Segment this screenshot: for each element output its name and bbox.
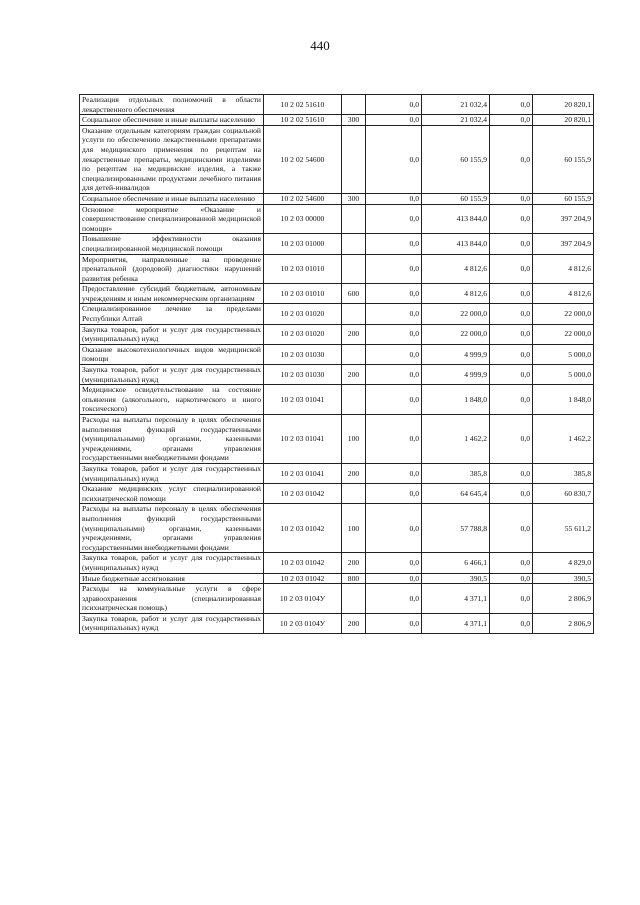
table-row — [80, 463, 594, 483]
row-description: Социальное обеспечение и иные выплаты населению — [80, 115, 264, 126]
row-amount-4: 385,8 — [533, 463, 594, 483]
row-amount-2: 6 466,1 — [422, 553, 490, 573]
row-description: Медицинское освидетельствование на состояние опьянения (алкогольного, наркотического и иного токсического) — [80, 385, 264, 415]
row-code: 10 2 03 01020 — [264, 324, 342, 344]
row-description: Закупка товаров, работ и услуг для государственных (муниципальных) нужд — [80, 365, 264, 385]
row-expense-type — [342, 234, 366, 254]
row-amount-1: 0,0 — [366, 613, 422, 633]
row-amount-3: 0,0 — [490, 553, 533, 573]
row-amount-2: 413 844,0 — [422, 204, 490, 234]
row-expense-type — [342, 125, 366, 193]
row-amount-4: 22 000,0 — [533, 304, 594, 324]
row-description: Специализированное лечение за пределами Республики Алтай — [80, 304, 264, 324]
row-description: Расходы на выплаты персоналу в целях обеспечения выполнения функций государственными (муниципальными) органами, казенными учреждениями, органами управления государственными внебюджетными фондами — [80, 415, 264, 464]
row-expense-type — [342, 95, 366, 115]
row-amount-4: 5 000,0 — [533, 344, 594, 364]
row-description: Закупка товаров, работ и услуг для государственных (муниципальных) нужд — [80, 613, 264, 633]
row-amount-3: 0,0 — [490, 504, 533, 553]
row-amount-2: 22 000,0 — [422, 324, 490, 344]
row-amount-4: 4 829,0 — [533, 553, 594, 573]
row-amount-1: 0,0 — [366, 95, 422, 115]
row-expense-type: 200 — [342, 324, 366, 344]
row-description: Закупка товаров, работ и услуг для государственных (муниципальных) нужд — [80, 463, 264, 483]
row-expense-type — [342, 385, 366, 415]
row-amount-2: 4 371,1 — [422, 613, 490, 633]
row-amount-2: 57 788,8 — [422, 504, 490, 553]
table-row — [80, 573, 594, 584]
row-amount-1: 0,0 — [366, 324, 422, 344]
row-code: 10 2 03 01041 — [264, 385, 342, 415]
table-row — [80, 613, 594, 633]
row-amount-2: 4 999,9 — [422, 344, 490, 364]
row-amount-2: 60 155,9 — [422, 193, 490, 204]
row-amount-3: 0,0 — [490, 324, 533, 344]
row-code: 10 2 03 00000 — [264, 204, 342, 234]
row-amount-3: 0,0 — [490, 584, 533, 614]
row-expense-type: 100 — [342, 504, 366, 553]
row-expense-type: 800 — [342, 573, 366, 584]
row-amount-2: 4 371,1 — [422, 584, 490, 614]
row-expense-type: 200 — [342, 365, 366, 385]
row-amount-2: 60 155,9 — [422, 125, 490, 193]
row-description: Оказание медицинских услуг специализированной психиатрической помощи — [80, 484, 264, 504]
row-code: 10 2 03 01000 — [264, 234, 342, 254]
row-description: Реализация отдельных полномочий в области лекарственного обеспечения — [80, 95, 264, 115]
row-description: Оказание высокотехнологичных видов медицинской помощи — [80, 344, 264, 364]
row-amount-1: 0,0 — [366, 463, 422, 483]
row-amount-4: 60 155,9 — [533, 193, 594, 204]
budget-table-body — [80, 95, 594, 634]
row-amount-3: 0,0 — [490, 284, 533, 304]
page-number: 440 — [310, 38, 330, 53]
table-row — [80, 304, 594, 324]
row-code: 10 2 02 51610 — [264, 95, 342, 115]
row-code: 10 2 03 01030 — [264, 344, 342, 364]
row-amount-3: 0,0 — [490, 95, 533, 115]
row-amount-4: 20 820,1 — [533, 115, 594, 126]
row-amount-1: 0,0 — [366, 504, 422, 553]
row-expense-type — [342, 204, 366, 234]
row-code: 10 2 03 01042 — [264, 553, 342, 573]
row-amount-2: 21 032,4 — [422, 115, 490, 126]
budget-table — [79, 94, 594, 634]
row-amount-3: 0,0 — [490, 125, 533, 193]
table-row — [80, 254, 594, 284]
row-amount-2: 22 000,0 — [422, 304, 490, 324]
row-amount-1: 0,0 — [366, 254, 422, 284]
row-amount-2: 4 812,6 — [422, 284, 490, 304]
row-code: 10 2 03 01041 — [264, 415, 342, 464]
row-code: 10 2 03 01020 — [264, 304, 342, 324]
row-amount-4: 2 806,9 — [533, 584, 594, 614]
row-amount-3: 0,0 — [490, 193, 533, 204]
row-description: Расходы на коммунальные услуги в сфере здравоохранения (специализированная психиатрическая помощь) — [80, 584, 264, 614]
table-row — [80, 553, 594, 573]
row-amount-2: 1 848,0 — [422, 385, 490, 415]
row-amount-4: 60 155,9 — [533, 125, 594, 193]
table-row — [80, 504, 594, 553]
table-row — [80, 324, 594, 344]
table-row — [80, 484, 594, 504]
row-amount-2: 390,5 — [422, 573, 490, 584]
row-expense-type: 300 — [342, 193, 366, 204]
row-code: 10 2 02 54600 — [264, 125, 342, 193]
row-amount-3: 0,0 — [490, 234, 533, 254]
row-amount-2: 64 645,4 — [422, 484, 490, 504]
row-code: 10 2 02 54600 — [264, 193, 342, 204]
row-code: 10 2 03 01010 — [264, 254, 342, 284]
row-code: 10 2 03 01010 — [264, 284, 342, 304]
row-amount-4: 4 812,6 — [533, 254, 594, 284]
row-amount-1: 0,0 — [366, 365, 422, 385]
row-expense-type — [342, 344, 366, 364]
row-amount-1: 0,0 — [366, 234, 422, 254]
row-code: 10 2 03 0104У — [264, 584, 342, 614]
table-row — [80, 284, 594, 304]
row-amount-3: 0,0 — [490, 344, 533, 364]
row-expense-type — [342, 254, 366, 284]
row-amount-4: 1 848,0 — [533, 385, 594, 415]
row-amount-3: 0,0 — [490, 415, 533, 464]
table-row — [80, 584, 594, 614]
row-amount-4: 20 820,1 — [533, 95, 594, 115]
row-amount-1: 0,0 — [366, 385, 422, 415]
row-description: Иные бюджетные ассигнования — [80, 573, 264, 584]
row-amount-3: 0,0 — [490, 484, 533, 504]
row-description: Мероприятия, направленные на проведение пренатальной (дородовой) диагностики нарушений развития ребенка — [80, 254, 264, 284]
row-amount-2: 4 999,9 — [422, 365, 490, 385]
row-amount-4: 390,5 — [533, 573, 594, 584]
row-amount-3: 0,0 — [490, 463, 533, 483]
row-amount-2: 4 812,6 — [422, 254, 490, 284]
row-expense-type — [342, 304, 366, 324]
row-amount-3: 0,0 — [490, 613, 533, 633]
row-code: 10 2 02 51610 — [264, 115, 342, 126]
row-description: Предоставление субсидий бюджетным, автономным учреждениям и иным некоммерческим организациям — [80, 284, 264, 304]
row-code: 10 2 03 01041 — [264, 463, 342, 483]
row-amount-4: 5 000,0 — [533, 365, 594, 385]
row-code: 10 2 03 01042 — [264, 504, 342, 553]
row-amount-2: 385,8 — [422, 463, 490, 483]
row-expense-type: 200 — [342, 553, 366, 573]
row-amount-4: 55 611,2 — [533, 504, 594, 553]
row-amount-1: 0,0 — [366, 115, 422, 126]
table-row — [80, 125, 594, 193]
row-amount-1: 0,0 — [366, 193, 422, 204]
row-expense-type: 200 — [342, 613, 366, 633]
row-amount-1: 0,0 — [366, 344, 422, 364]
row-expense-type: 200 — [342, 463, 366, 483]
row-amount-1: 0,0 — [366, 304, 422, 324]
row-code: 10 2 03 01042 — [264, 484, 342, 504]
table-row — [80, 234, 594, 254]
row-expense-type: 300 — [342, 115, 366, 126]
row-amount-1: 0,0 — [366, 415, 422, 464]
row-code: 10 2 03 0104У — [264, 613, 342, 633]
row-amount-1: 0,0 — [366, 553, 422, 573]
row-amount-4: 60 830,7 — [533, 484, 594, 504]
row-amount-4: 2 806,9 — [533, 613, 594, 633]
row-amount-4: 397 204,9 — [533, 234, 594, 254]
table-row — [80, 415, 594, 464]
table-row — [80, 204, 594, 234]
row-amount-1: 0,0 — [366, 584, 422, 614]
row-amount-4: 1 462,2 — [533, 415, 594, 464]
row-amount-1: 0,0 — [366, 573, 422, 584]
row-description: Основное мероприятие «Оказание и совершенствование специализированной медицинской помощи» — [80, 204, 264, 234]
row-amount-3: 0,0 — [490, 304, 533, 324]
row-expense-type: 100 — [342, 415, 366, 464]
row-amount-4: 397 204,9 — [533, 204, 594, 234]
table-row — [80, 385, 594, 415]
table-row — [80, 365, 594, 385]
row-amount-3: 0,0 — [490, 573, 533, 584]
row-amount-3: 0,0 — [490, 204, 533, 234]
row-code: 10 2 03 01030 — [264, 365, 342, 385]
row-amount-1: 0,0 — [366, 284, 422, 304]
row-description: Оказание отдельным категориям граждан социальной услуги по обеспечению лекарственными препаратами для медицинского применения по рецептам на лекарственные препараты, медицинскими изделиями по рецептам на медицинские изделия, а также специализированными продуктами лечебного питания для детей-инвалидов — [80, 125, 264, 193]
row-expense-type: 600 — [342, 284, 366, 304]
row-amount-3: 0,0 — [490, 385, 533, 415]
row-code: 10 2 03 01042 — [264, 573, 342, 584]
row-amount-3: 0,0 — [490, 254, 533, 284]
table-row — [80, 193, 594, 204]
row-expense-type — [342, 484, 366, 504]
row-amount-1: 0,0 — [366, 484, 422, 504]
row-expense-type — [342, 584, 366, 614]
table-row — [80, 95, 594, 115]
row-amount-4: 22 000,0 — [533, 324, 594, 344]
row-amount-3: 0,0 — [490, 365, 533, 385]
row-amount-1: 0,0 — [366, 125, 422, 193]
row-amount-2: 413 844,0 — [422, 234, 490, 254]
row-description: Социальное обеспечение и иные выплаты населению — [80, 193, 264, 204]
row-amount-2: 1 462,2 — [422, 415, 490, 464]
table-row — [80, 344, 594, 364]
row-amount-1: 0,0 — [366, 204, 422, 234]
row-amount-2: 21 032,4 — [422, 95, 490, 115]
row-amount-4: 4 812,6 — [533, 284, 594, 304]
row-amount-3: 0,0 — [490, 115, 533, 126]
row-description: Расходы на выплаты персоналу в целях обеспечения выполнения функций государственными (муниципальными) органами, казенными учреждениями, органами управления государственными внебюджетными фондами — [80, 504, 264, 553]
row-description: Закупка товаров, работ и услуг для государственных (муниципальных) нужд — [80, 553, 264, 573]
row-description: Повышение эффективности оказания специализированной медицинской помощи — [80, 234, 264, 254]
table-row — [80, 115, 594, 126]
row-description: Закупка товаров, работ и услуг для государственных (муниципальных) нужд — [80, 324, 264, 344]
